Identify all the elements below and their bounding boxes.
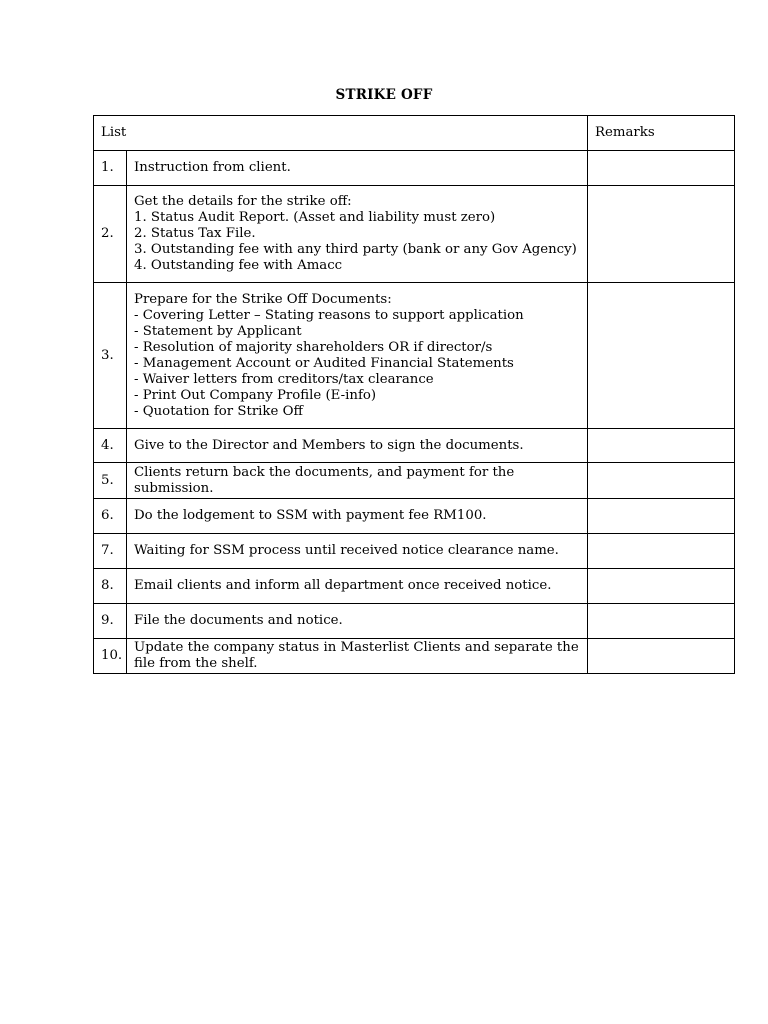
description-line: - Management Account or Audited Financial Statements [134, 355, 514, 371]
row-description [127, 534, 588, 569]
row-remarks-cell [588, 499, 735, 534]
table-row [94, 499, 735, 534]
description-line: submission. [134, 480, 214, 496]
row-remarks-cell [588, 186, 735, 283]
row-number: 2. [94, 186, 127, 283]
row-description [127, 463, 588, 499]
row-description [127, 151, 588, 186]
row-number: 1. [94, 151, 127, 186]
row-description [127, 569, 588, 604]
row-description [127, 429, 588, 463]
row-remarks-cell [588, 463, 735, 499]
table-row [94, 463, 735, 499]
table-header-row [94, 116, 735, 151]
remarks-column-header: Remarks [588, 116, 735, 151]
table-row [94, 569, 735, 604]
description-line: Instruction from client. [134, 160, 291, 175]
description-line: - Waiver letters from creditors/tax clearance [134, 371, 434, 387]
description-line: Waiting for SSM process until received notice clearance name. [134, 543, 559, 558]
description-line: 4. Outstanding fee with Amacc [134, 258, 343, 273]
table-row [94, 283, 735, 429]
list-column-header: List [94, 116, 588, 151]
row-remarks-cell [588, 151, 735, 186]
description-line: Get the details for the strike off: [134, 194, 352, 209]
row-number: 9. [94, 604, 127, 639]
description-line: 2. Status Tax File. [134, 226, 256, 241]
description-line: File the documents and notice. [134, 613, 343, 628]
description-line: Update the company status in Masterlist Clients and separate the [134, 640, 579, 655]
description-line: 3. Outstanding fee with any third party (bank or any Gov Agency) [134, 242, 577, 257]
description-line: - Covering Letter – Stating reasons to support application [134, 307, 524, 323]
table-row [94, 186, 735, 283]
description-line: - Statement by Applicant [134, 323, 302, 339]
table-row [94, 639, 735, 674]
table-row [94, 534, 735, 569]
row-remarks-cell [588, 569, 735, 604]
row-number: 10. [94, 639, 127, 674]
description-line: file from the shelf. [134, 656, 258, 671]
row-number: 3. [94, 283, 127, 429]
row-description [127, 604, 588, 639]
description-line: Do the lodgement to SSM with payment fee RM100. [134, 508, 487, 523]
document-title: STRIKE OFF [335, 87, 433, 103]
row-remarks-cell [588, 604, 735, 639]
row-description [127, 186, 588, 283]
description-line: - Resolution of majority shareholders OR if director/s [134, 339, 493, 355]
description-line: Clients return back the documents, and payment for the [134, 464, 515, 480]
table-body [94, 116, 735, 674]
row-remarks-cell [588, 534, 735, 569]
row-description [127, 639, 588, 674]
row-number: 8. [94, 569, 127, 604]
row-remarks-cell [588, 283, 735, 429]
description-line: Give to the Director and Members to sign the documents. [134, 437, 524, 453]
table-row [94, 429, 735, 463]
row-description [127, 499, 588, 534]
row-number: 5. [94, 463, 127, 499]
table-row [94, 151, 735, 186]
row-description [127, 283, 588, 429]
row-number: 4. [94, 429, 127, 463]
description-line: 1. Status Audit Report. (Asset and liability must zero) [134, 210, 496, 225]
row-remarks-cell [588, 639, 735, 674]
description-line: - Print Out Company Profile (E-info) [134, 387, 377, 403]
table-row [94, 604, 735, 639]
strike-off-checklist-table [93, 115, 735, 674]
description-line: Email clients and inform all department once received notice. [134, 578, 552, 593]
description-line: - Quotation for Strike Off [134, 403, 303, 419]
row-number: 6. [94, 499, 127, 534]
description-line: Prepare for the Strike Off Documents: [134, 291, 392, 307]
row-number: 7. [94, 534, 127, 569]
row-remarks-cell [588, 429, 735, 463]
